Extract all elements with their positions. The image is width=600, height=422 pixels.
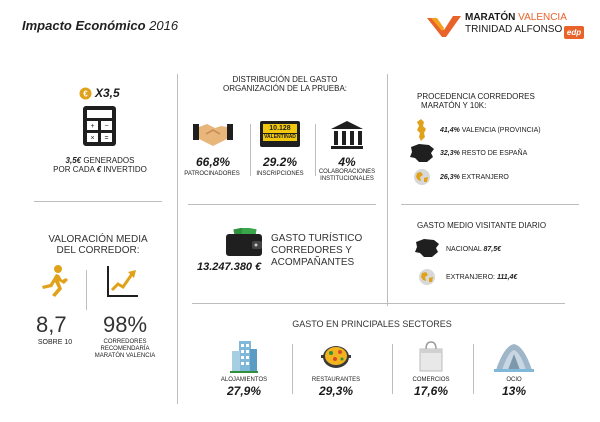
svg-text:×: × xyxy=(90,135,95,142)
runner-icon xyxy=(38,264,72,298)
tourism-label: GASTO TURÍSTICO CORREDORES Y ACOMPAÑANTES xyxy=(271,233,363,268)
wallet-icon xyxy=(226,228,264,256)
logo-mark-icon xyxy=(427,14,461,38)
growth-chart-icon xyxy=(106,264,140,298)
sectors-title: GASTO EN PRINCIPALES SECTORES xyxy=(292,319,452,329)
shopping-bag-icon xyxy=(418,340,444,372)
divider-right-h xyxy=(401,204,579,205)
recommend-value: 98% xyxy=(103,312,148,337)
divider-sector-2 xyxy=(392,344,393,394)
divider-sector-3 xyxy=(473,344,474,394)
ticket-icon xyxy=(260,121,300,147)
logo-line2: TRINIDAD ALFONSO xyxy=(465,24,563,35)
institution-icon xyxy=(331,121,363,149)
svg-text:−: − xyxy=(104,123,109,130)
rating-score-label: SOBRE 10 xyxy=(37,339,73,346)
ticket-text: VALENTINAD xyxy=(264,134,296,140)
paella-icon xyxy=(321,343,351,371)
valencia-map-icon xyxy=(414,119,428,141)
daily-foreign: EXTRANJERO: 111,4€ xyxy=(446,274,518,281)
roi-label: 3,5€ GENERADOS POR CADA € INVERTIDO xyxy=(53,156,147,174)
title-text: Impacto Económico xyxy=(22,18,146,33)
hotel-building-icon xyxy=(230,341,258,373)
title-year: 2016 xyxy=(145,18,179,33)
dist-institutional-label: COLABORACIONES INSTITUCIONALES xyxy=(318,169,376,182)
svg-text:=: = xyxy=(104,135,109,142)
divider-sector-1 xyxy=(292,344,293,394)
divider-rating xyxy=(86,270,87,310)
svg-text:+: + xyxy=(90,123,95,130)
daily-national: NACIONAL 87,5€ xyxy=(446,246,502,253)
divider-left xyxy=(177,74,178,404)
dist-sponsors-value: 66,8% xyxy=(195,155,231,169)
origin-title: PROCEDENCIA CORREDORES MARATÓN Y 10K: xyxy=(417,92,535,110)
sector-label-leisure: OCIO xyxy=(506,377,522,383)
rating-score: 8,7 xyxy=(36,312,67,337)
sector-label-shops: COMERCIOS xyxy=(412,377,450,383)
sector-label-restaurants: RESTAURANTES xyxy=(311,377,361,383)
calculator-icon xyxy=(83,106,116,146)
edp-logo: edp xyxy=(564,26,584,39)
sector-label-lodging: ALOJAMIENTOS xyxy=(220,377,268,383)
divider-right xyxy=(387,74,388,306)
daily-title: GASTO MEDIO VISITANTE DIARIO xyxy=(417,221,547,230)
roi-multiplier: X3,5 xyxy=(95,86,120,100)
origin-foreign: 26,3% EXTRANJERO xyxy=(440,174,509,181)
rating-title: VALORACIÓN MEDIA DEL CORREDOR: xyxy=(48,234,148,256)
distribution-title: DISTRIBUCIÓN DEL GASTO ORGANIZACIÓN DE LA PRUEBA: xyxy=(222,75,348,93)
sector-value-shops: 17,6% xyxy=(413,384,449,398)
globe-icon xyxy=(413,168,431,186)
divider-dist-1 xyxy=(250,124,251,176)
recommend-label: CORREDORES RECOMENDARÍA MARATÓN VALENCIA xyxy=(94,339,156,359)
divider-bottom-h xyxy=(192,303,565,304)
divider-left-h xyxy=(34,201,162,202)
handshake-icon xyxy=(193,120,233,148)
spain-map-icon-daily xyxy=(414,238,440,258)
ticket-number: 10.128 xyxy=(263,124,297,133)
dist-registrations-value: 29.2% xyxy=(262,155,298,169)
origin-spain: 32,3% RESTO DE ESPAÑA xyxy=(440,150,528,157)
sector-value-lodging: 27,9% xyxy=(226,384,262,398)
euro-coin-icon xyxy=(79,87,92,100)
city-of-arts-icon xyxy=(494,342,534,372)
page-title xyxy=(22,18,178,33)
dist-institutional-value: 4% xyxy=(338,155,356,169)
svg-text:€: € xyxy=(83,89,88,99)
logo-line1: MARATÓN VALENCIA xyxy=(465,12,567,23)
origin-valencia: 41,4% VALENCIA (PROVINCIA) xyxy=(440,127,541,134)
tourism-amount: 13.247.380 € xyxy=(197,261,262,273)
spain-map-icon xyxy=(409,143,435,163)
sector-value-restaurants: 29,3% xyxy=(318,384,354,398)
sector-value-leisure: 13% xyxy=(501,384,527,398)
dist-sponsors-label: PATROCINADORES xyxy=(184,171,240,177)
divider-mid-h xyxy=(188,204,376,205)
globe-icon-daily xyxy=(418,268,436,286)
dist-registrations-label: INSCRIPCIONES xyxy=(256,171,304,177)
